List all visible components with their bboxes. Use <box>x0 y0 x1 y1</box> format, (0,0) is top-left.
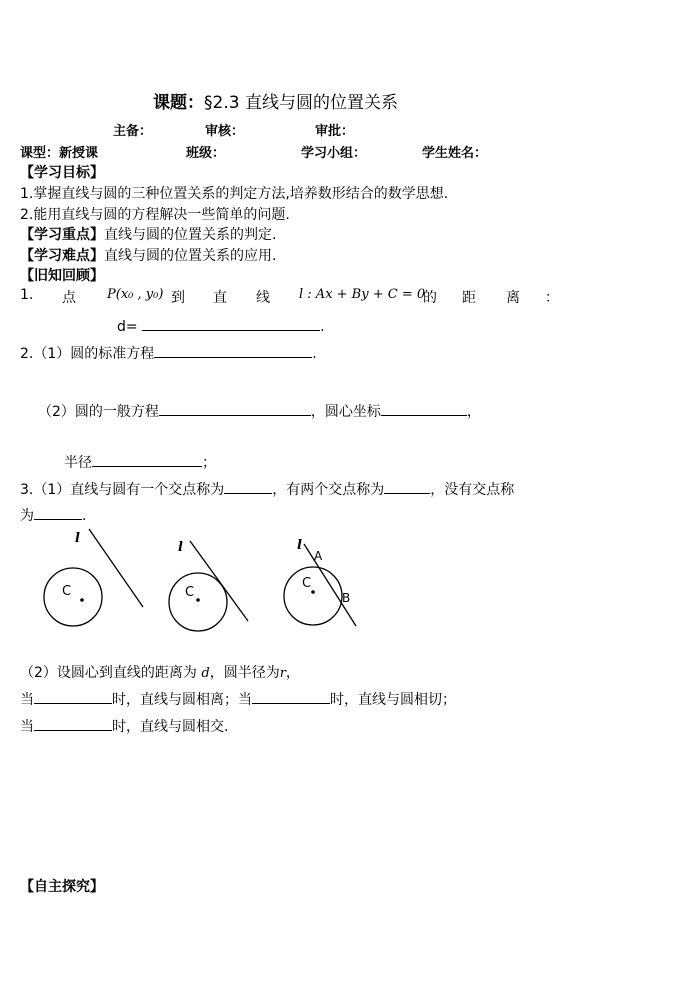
q3-part1-line1 <box>20 479 514 499</box>
author-field: 主备： <box>113 124 153 139</box>
group-field: 学习小组： <box>301 146 367 161</box>
lesson-type-field: 课型：新授课 <box>20 146 99 161</box>
q1-d-line <box>117 316 325 335</box>
q1-word-zhi: 直 <box>213 290 227 306</box>
q3-secant-blank[interactable] <box>384 479 430 494</box>
key-point-label: 【学习重点】 <box>20 227 104 243</box>
explore-heading: 【自主探究】 <box>20 879 104 895</box>
q1-d-label: d= <box>117 319 138 335</box>
title-text: §2.3 直线与圆的位置关系 <box>204 93 398 113</box>
var-r: r <box>279 666 286 681</box>
q3-p2-c: ， <box>285 665 300 681</box>
difficulty-text: 直线与圆的位置关系的应用. <box>104 248 277 264</box>
figure2-line-label: l <box>178 540 183 555</box>
q3-p1-d: 为 <box>20 508 34 524</box>
q3-p1-c: ，没有交点称 <box>430 482 515 498</box>
q1-line-equation: l : Ax + By + C = 0 <box>299 287 426 302</box>
q3-separate-blank[interactable] <box>34 505 82 520</box>
figure3-point-b: B <box>342 591 351 605</box>
q3-part2-line1 <box>20 662 300 682</box>
q2-standard-eq-blank[interactable] <box>154 343 312 358</box>
q1-word-to: 到 <box>171 290 185 306</box>
q3-part2-line3 <box>20 716 228 736</box>
figure1-line-label: l <box>75 531 80 546</box>
q3-separate-text: 时，直线与圆相离；当 <box>112 692 252 708</box>
q2-radius <box>64 452 216 472</box>
q3-p1-b: ，有两个交点称为 <box>272 482 385 498</box>
q2-part1 <box>20 343 317 363</box>
difficulty-line <box>20 245 276 265</box>
q1-colon: ： <box>545 290 559 306</box>
objective-item-2: 2.能用直线与圆的方程解决一些简单的问题. <box>20 207 290 223</box>
review-heading: 【旧知回顾】 <box>20 268 104 284</box>
q3-p2-b: ，圆半径为 <box>209 665 280 681</box>
q3-p1-e: . <box>82 508 87 524</box>
q1-word-xian: 线 <box>256 290 270 306</box>
figure1-circle <box>44 568 102 626</box>
q2-radius-label: 半径 <box>64 455 92 471</box>
q2-center-blank[interactable] <box>381 401 467 416</box>
q2-part2-text: （2）圆的一般方程 <box>38 404 159 420</box>
q2-part1-end: . <box>312 346 317 362</box>
q2-part2 <box>38 401 481 421</box>
q1-d-end: . <box>320 319 325 335</box>
q2-part1-text: 2.（1）圆的标准方程 <box>20 346 155 362</box>
title-prefix: 课题： <box>153 93 204 113</box>
q2-radius-blank[interactable] <box>92 452 202 467</box>
q3-separate-condition-blank[interactable] <box>34 689 112 704</box>
q3-p1-a: 3.（1）直线与圆有一个交点称为 <box>20 482 225 498</box>
q2-part2-end: ， <box>466 404 481 420</box>
objective-item-1: 1.掌握直线与圆的三种位置关系的判定方法,培养数形结合的数学思想. <box>20 186 449 202</box>
q2-general-eq-blank[interactable] <box>159 401 311 416</box>
q3-when-2: 当 <box>20 719 34 735</box>
q2-radius-end: ； <box>202 455 216 471</box>
var-d: d <box>201 666 210 681</box>
student-name-field: 学生姓名： <box>422 146 488 161</box>
objectives-heading: 【学习目标】 <box>20 165 104 181</box>
figure3-line-label: l <box>297 538 302 553</box>
figure2-circle <box>169 573 227 631</box>
q3-part1-line2 <box>20 505 86 525</box>
figure3-circle <box>284 567 342 625</box>
q3-when-1: 当 <box>20 692 34 708</box>
q1-number: 1. <box>20 287 34 303</box>
q3-tangent-blank[interactable] <box>224 479 272 494</box>
figure3-center <box>311 590 315 594</box>
q3-part2-line2 <box>20 689 456 709</box>
figure1-center-label: C <box>62 584 72 599</box>
circle-line-figures <box>0 525 696 665</box>
q1-d-blank[interactable] <box>142 316 320 331</box>
class-field: 班级： <box>186 146 226 161</box>
figure3-line <box>304 544 356 626</box>
q1-word-li: 离 <box>506 290 520 306</box>
figure1-line <box>89 529 143 607</box>
q1-word-ju: 距 <box>462 290 476 306</box>
key-point-text: 直线与圆的位置关系的判定. <box>104 227 277 243</box>
figure2-line <box>190 541 248 621</box>
q2-part2-mid: ，圆心坐标 <box>310 404 381 420</box>
figure3-point-a: A <box>314 549 323 563</box>
figure2-center <box>196 598 200 602</box>
q1-word-point: 点 <box>62 290 76 306</box>
q3-tangent-condition-blank[interactable] <box>252 689 330 704</box>
q1-word-de: 的 <box>423 290 437 306</box>
figure2-center-label: C <box>185 585 195 600</box>
reviewer-field: 审核： <box>205 124 245 139</box>
figure3-center-label: C <box>302 576 312 591</box>
q3-p2-a: （2）设圆心到直线的距离为 <box>20 665 197 681</box>
figure1-center <box>80 598 84 602</box>
approver-field: 审批： <box>315 124 355 139</box>
key-point-line <box>20 224 276 244</box>
q3-tangent-text: 时，直线与圆相切； <box>330 692 456 708</box>
q1-point-expr: P(x₀ , y₀) <box>107 287 164 302</box>
difficulty-label: 【学习难点】 <box>20 248 104 264</box>
page-title <box>153 88 398 113</box>
q3-intersect-condition-blank[interactable] <box>34 716 112 731</box>
q3-intersect-text: 时，直线与圆相交. <box>112 719 229 735</box>
